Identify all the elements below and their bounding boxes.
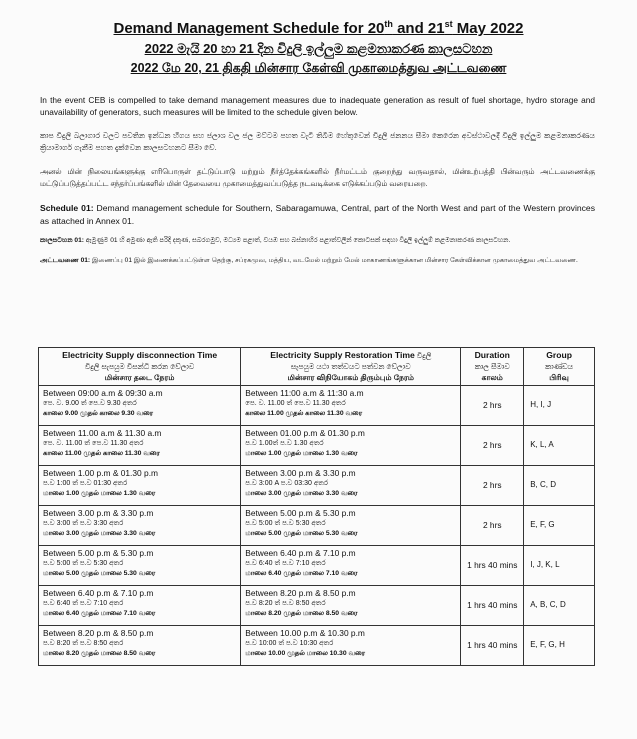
duration-cell: 2 hrs (461, 466, 524, 506)
title-sinhala: 2022 මැයි 20 හා 21 දින විදුලි ඉල්ලුම කළමනාකරණ කාලසටහන (144, 41, 493, 56)
disconnection-time-cell-line: மாலை 1.00 முதல் மாலை 1.30 வரை (43, 490, 156, 497)
restoration-time-cell (241, 386, 461, 426)
restoration-time-cell-line: ප.ව 1.00ත් ප.ව 1.30 අතර (245, 439, 324, 447)
restoration-time-cell (241, 546, 461, 586)
restoration-time-cell-line: පෙ. ව. 11.00 ත් පෙ.ව 11.30 අතර (245, 399, 346, 407)
restoration-time-cell-line: Between 01.00 p.m & 01.30 p.m (245, 428, 365, 438)
header-disconnection-ta: மின்சார தடை நேரம் (104, 373, 175, 382)
duration-cell: 1 hrs 40 mins (461, 586, 524, 626)
header-duration-en: Duration (474, 350, 510, 360)
restoration-time-cell (241, 586, 461, 626)
disconnection-time-cell (39, 386, 241, 426)
table-row (39, 626, 595, 666)
disconnection-time-cell-line: Between 09:00 a.m & 09:30 a.m (43, 388, 163, 398)
disconnection-time-cell-line: ප.ව 8:20 ත් ප.ව 8:50 අතර (43, 639, 124, 647)
restoration-time-cell-line: மாலை 10.00 முதல் மாலை 10.30 வரை (245, 650, 365, 657)
disconnection-time-cell (39, 586, 241, 626)
restoration-time-cell-line: Between 11:00 a.m & 11:30 a.m (245, 388, 364, 398)
header-duration (461, 348, 524, 386)
schedule-label: Schedule 01: (40, 203, 94, 213)
table-row (39, 586, 595, 626)
schedule-sinhala-text: ඇමුණුම 01 හි අමුණා ඇති පරිදි දකුණ, සබරගමුව, මධ්‍යම පළාත්, වයඹ සහ බස්නාහිර පළාත්වලින් කොටසක් සඳහා විදුලි ඉල්ලුම් කළමනාකරණ කාලසටහන. (83, 237, 511, 244)
title-english: Demand Management Schedule for 20th and 21st May 2022 (113, 19, 524, 37)
table-header-row (39, 348, 595, 386)
header-group (524, 348, 595, 386)
restoration-time-cell-line: Between 3.00 p.m & 3.30 p.m (245, 468, 356, 478)
restoration-time-cell-line: ප.ව 8:20 ත් ප.ව 8:50 අතර (245, 599, 326, 607)
schedule-sinhala-label: කාලසටහන 01: (40, 237, 84, 244)
header-duration-ta: காலம் (481, 373, 503, 382)
group-cell: K, L, A (524, 426, 595, 466)
disconnection-time-cell-line: Between 8.20 p.m & 8.50 p.m (43, 628, 154, 638)
disconnection-time-cell-line: පෙ. ව. 11.00 ත් පෙ.ව 11.30 අතර (43, 439, 144, 447)
schedule-text: Demand management schedule for Southern, Sabaragamuwa, Central, part of the North West and part of the Western provinces as attached in Annex 01. (40, 203, 596, 226)
disconnection-time-cell-line: மாலை 5.00 முதல் மாலை 5.30 வரை (43, 570, 156, 577)
restoration-time-cell-line: மாலை 6.40 முதல் மாலை 7.10 வரை (245, 570, 358, 577)
header-disconnection-en: Electricity Supply disconnection Time (62, 350, 218, 360)
header-disconnection (39, 348, 241, 386)
disconnection-time-cell (39, 426, 241, 466)
disconnection-time-cell-line: ප.ව 6:40 ත් ප.ව 7:10 අතර (43, 599, 124, 607)
schedule-tamil-text: இணைப்பு 01 இல் இணைக்கப்பட்டுள்ள தெற்கு, சப்ரகமுவ, மத்திய, வடமேல் மற்றும் மேல் மாகாணங்களுக்கான மின்சார கேள்விக்கான முகாமைத்துவ அட்டவணை. (90, 257, 578, 264)
duration-cell: 1 hrs 40 mins (461, 626, 524, 666)
disconnection-time-cell-line: ප.ව 3:00 ත් ප.ව 3:30 අතර (43, 519, 124, 527)
restoration-time-cell-line: Between 5.00 p.m & 5.30 p.m (245, 508, 356, 518)
disconnection-time-cell-line: மாலை 6.40 முதல் மாலை 7.10 வரை (43, 610, 156, 617)
group-cell: I, J, K, L (524, 546, 595, 586)
disconnection-time-cell-line: Between 3.00 p.m & 3.30 p.m (43, 508, 154, 518)
intro-tamil: அனல் மின் நிலையங்களுக்கு எரிபொருள் தட்டுப்பாடு மற்றும் நீர்த்தேக்கங்களில் நீர்மட்டம் குறைந்து வருவதால், மின்உற்பத்தி பின்வரும் அட்டவணைக்கு மட்டுப்படுத்தப்பட்ட சந்தர்ப்பங்களில் மின் தேவையை முகாமைத்துவப்படுத்த நடவடிக்கை எடுக்கப்படும் வரையறை. (40, 167, 595, 188)
header-group-en: Group (546, 350, 572, 360)
disconnection-time-cell (39, 466, 241, 506)
restoration-time-cell-line: ප.ව 5:00 ත් ප.ව 5:30 අතර (245, 519, 326, 527)
header-restoration-ta: மின்சார விநியோகம் திரும்பும் நேரம் (287, 373, 414, 382)
disconnection-time-cell-line: ප.ව 1:00 ත් ප.ව 01:30 අතර (43, 479, 128, 487)
header-restoration-en: Electricity Supply Restoration Time (270, 350, 415, 360)
disconnection-time-cell-line: පෙ. ව. 9.00 ත් පෙ.ව 9.30 අතර (43, 399, 137, 407)
intro-english: In the event CEB is compelled to take demand management measures due to inadequate generation as result of fuel shortage, hydro storage and unavailability of generators, such measures will be limited to the schedule given below. (40, 95, 595, 117)
intro-sinhala: කාප විදුලි බලාගාර වලට පවතින ඉන්ධන හිගය සහ ජලාශ වල ජල මට්ටම පහත වැටී තිබීම හේතුවෙන් විදුලි ජනනය සීමා කෙරෙන අවස්ථාවලදී විදුලි ඉල්ලුම කළමනාකරණය ක්‍රියාමාර්ග ගැනීම පහත දැක්වෙන කාලසටහනට සීමා වේ. (40, 131, 595, 152)
disconnection-time-cell-line: Between 5.00 p.m & 5.30 p.m (43, 548, 154, 558)
duration-cell: 2 hrs (461, 506, 524, 546)
title-tamil: 2022 மே 20, 21 திகதி மின்சார கேள்வி முகாமைத்துவ அட்டவணை (130, 61, 507, 75)
restoration-time-cell-line: மாலை 1.00 முதல் மாலை 1.30 வரை (245, 450, 358, 457)
header-restoration-en-si: විදුලි (414, 351, 432, 360)
duration-cell: 2 hrs (461, 426, 524, 466)
restoration-time-cell-line: ප.ව 10:00 ත් ප.ව 10:30 අතර (245, 639, 334, 647)
disconnection-time-cell-line: ප.ව 5:00 ත් ප.ව 5:30 අතර (43, 559, 124, 567)
header-restoration (241, 348, 461, 386)
table-row (39, 546, 595, 586)
restoration-time-cell-line: மாலை 8.20 முதல் மாலை 8.50 வரை (245, 610, 358, 617)
header-restoration-si: සැපයුම යථා තත්වයට පත්වන වේලාව (290, 362, 411, 371)
restoration-time-cell-line: Between 8.20 p.m & 8.50 p.m (245, 588, 356, 598)
restoration-time-cell-line: மாலை 3.00 முதல் மாலை 3.30 வரை (245, 490, 358, 497)
schedule-tamil (40, 256, 595, 266)
restoration-time-cell (241, 466, 461, 506)
intro-block (40, 94, 595, 274)
table-row (39, 506, 595, 546)
restoration-time-cell-line: மாலை 5.00 முதல் மாலை 5.30 வரை (245, 530, 358, 537)
group-cell: E, F, G, H (524, 626, 595, 666)
header-group-ta: பிரிவு (549, 373, 569, 382)
restoration-time-cell-line: Between 10.00 p.m & 10.30 p.m (245, 628, 365, 638)
schedule-sinhala (40, 236, 595, 246)
restoration-time-cell-line: ප.ව 6:40 ත් ප.ව 7:10 අතර (245, 559, 326, 567)
restoration-time-cell (241, 506, 461, 546)
group-cell: B, C, D (524, 466, 595, 506)
restoration-time-cell-line: காலை 11.00 முதல் காலை 11.30 வரை (245, 410, 362, 417)
restoration-time-cell (241, 626, 461, 666)
group-cell: H, I, J (524, 386, 595, 426)
disconnection-time-cell (39, 506, 241, 546)
group-cell: E, F, G (524, 506, 595, 546)
schedule-english (40, 202, 595, 228)
disconnection-time-cell (39, 626, 241, 666)
disconnection-time-cell (39, 546, 241, 586)
disconnection-time-cell-line: காலை 11.00 முதல் காலை 11.30 வரை (43, 450, 160, 457)
table-row (39, 386, 595, 426)
duration-cell: 1 hrs 40 mins (461, 546, 524, 586)
restoration-time-cell (241, 426, 461, 466)
schedule-tamil-label: அட்டவணை 01: (40, 257, 91, 264)
table-row (39, 466, 595, 506)
title-block (0, 14, 637, 77)
header-group-si: කාණ්ඩය (545, 362, 574, 371)
disconnection-time-cell-line: Between 1.00 p.m & 01.30 p.m (43, 468, 158, 478)
duration-cell: 2 hrs (461, 386, 524, 426)
disconnection-time-cell-line: மாலை 3.00 முதல் மாலை 3.30 வரை (43, 530, 156, 537)
disconnection-time-cell-line: காலை 9.00 முதல் காலை 9.30 வரை (43, 410, 153, 417)
disconnection-time-cell-line: Between 11.00 a.m & 11.30 a.m (43, 428, 162, 438)
header-disconnection-si: විදුලි සැපයුම විසන්ධි කරන වේලාව (84, 362, 195, 371)
header-duration-si: කාල සීමාව (474, 362, 510, 371)
disconnection-time-cell-line: Between 6.40 p.m & 7.10 p.m (43, 588, 154, 598)
table-row (39, 426, 595, 466)
restoration-time-cell-line: Between 6.40 p.m & 7.10 p.m (245, 548, 356, 558)
schedule-table (38, 347, 595, 666)
disconnection-time-cell-line: மாலை 8.20 முதல் மாலை 8.50 வரை (43, 650, 156, 657)
group-cell: A, B, C, D (524, 586, 595, 626)
restoration-time-cell-line: ප.ව 3:00 A ප.ව 03:30 අතර (245, 479, 329, 487)
